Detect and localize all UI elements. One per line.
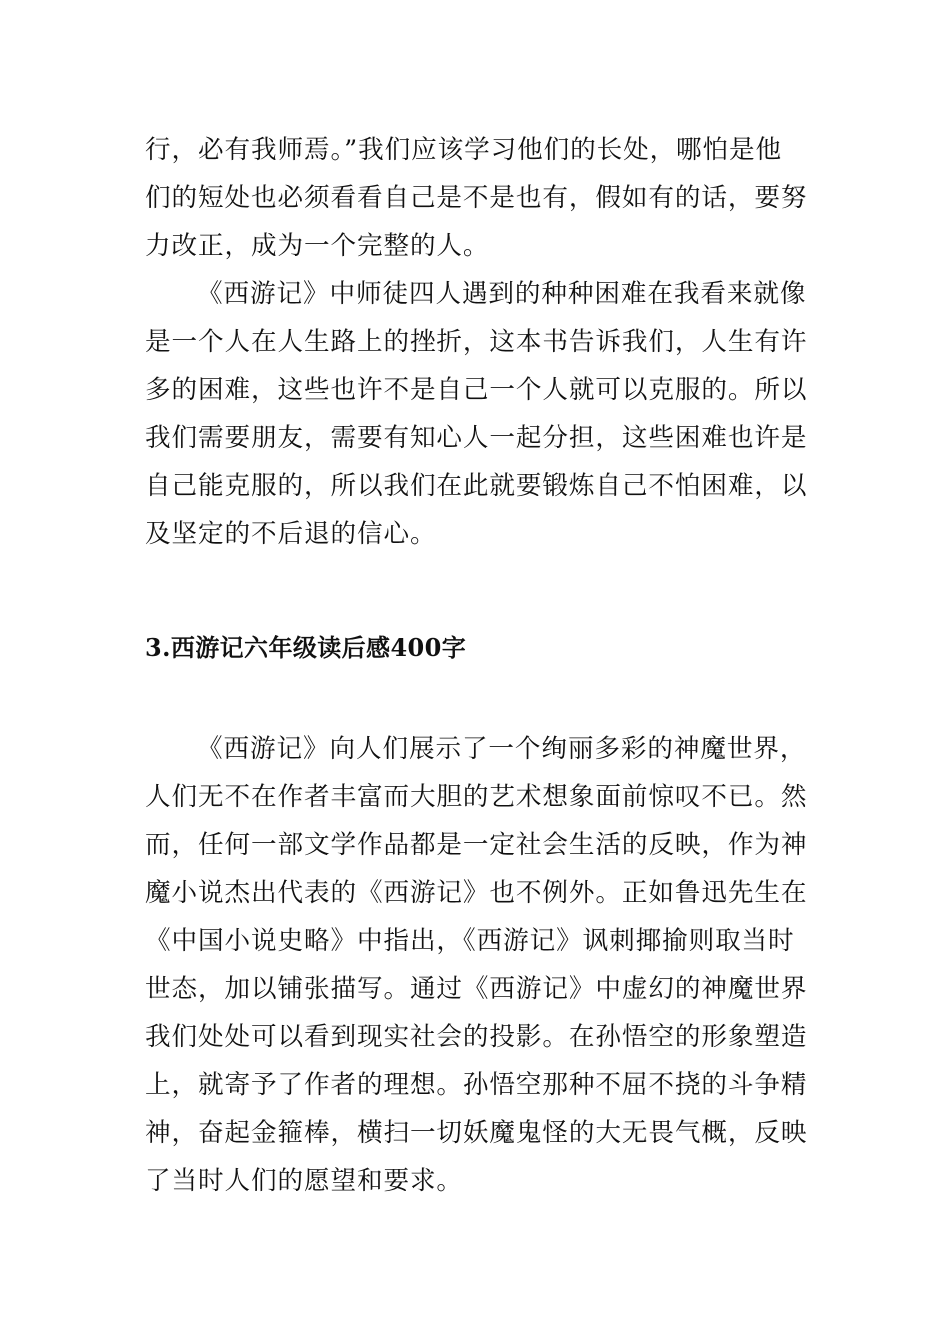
text-line: 上，就寄予了作者的理想。孙悟空那种不屈不挠的斗争精 bbox=[145, 1070, 808, 1100]
text-line: 《西游记》中师徒四人遇到的种种困难在我看来就像 bbox=[197, 279, 807, 309]
text-line: 魔小说杰出代表的《西游记》也不例外。正如鲁迅先生在 bbox=[145, 878, 808, 908]
text-line: 是一个人在人生路上的挫折，这本书告诉我们，人生有许 bbox=[145, 327, 808, 357]
text-line: 我们需要朋友，需要有知心人一起分担，这些困难也许是 bbox=[145, 423, 808, 453]
paragraph-2 bbox=[145, 270, 810, 558]
text-line: 自己能克服的，所以我们在此就要锻炼自己不怕困难，以 bbox=[145, 471, 808, 501]
text-line: 世态，加以铺张描写。通过《西游记》中虚幻的神魔世界 bbox=[145, 974, 808, 1004]
text-line: 而，任何一部文学作品都是一定社会生活的反映，作为神 bbox=[145, 830, 808, 860]
text-line: 及坚定的不后退的信心。 bbox=[145, 519, 437, 549]
text-line: 了当时人们的愿望和要求。 bbox=[145, 1166, 463, 1196]
paragraph-3 bbox=[145, 725, 810, 1205]
text-line: 力改正，成为一个完整的人。 bbox=[145, 231, 490, 261]
text-line: 人们无不在作者丰富而大胆的艺术想象面前惊叹不已。然 bbox=[145, 782, 808, 812]
section-heading: 3.西游记六年级读后感400字 bbox=[145, 633, 467, 662]
text-line: 《西游记》向人们展示了一个绚丽多彩的神魔世界， bbox=[197, 734, 807, 764]
text-line: 神，奋起金箍棒，横扫一切妖魔鬼怪的大无畏气概，反映 bbox=[145, 1118, 808, 1148]
text-line: 行，必有我师焉。”我们应该学习他们的长处，哪怕是他 bbox=[145, 135, 783, 165]
text-line: 《中国小说史略》中指出，《西游记》讽刺揶揄则取当时 bbox=[145, 926, 795, 956]
text-line: 多的困难，这些也许不是自己一个人就可以克服的。所以 bbox=[145, 375, 808, 405]
paragraph-1 bbox=[145, 126, 810, 270]
text-line: 们的短处也必须看看自己是不是也有，假如有的话，要努 bbox=[145, 183, 808, 213]
text-line: 我们处处可以看到现实社会的投影。在孙悟空的形象塑造 bbox=[145, 1022, 808, 1052]
